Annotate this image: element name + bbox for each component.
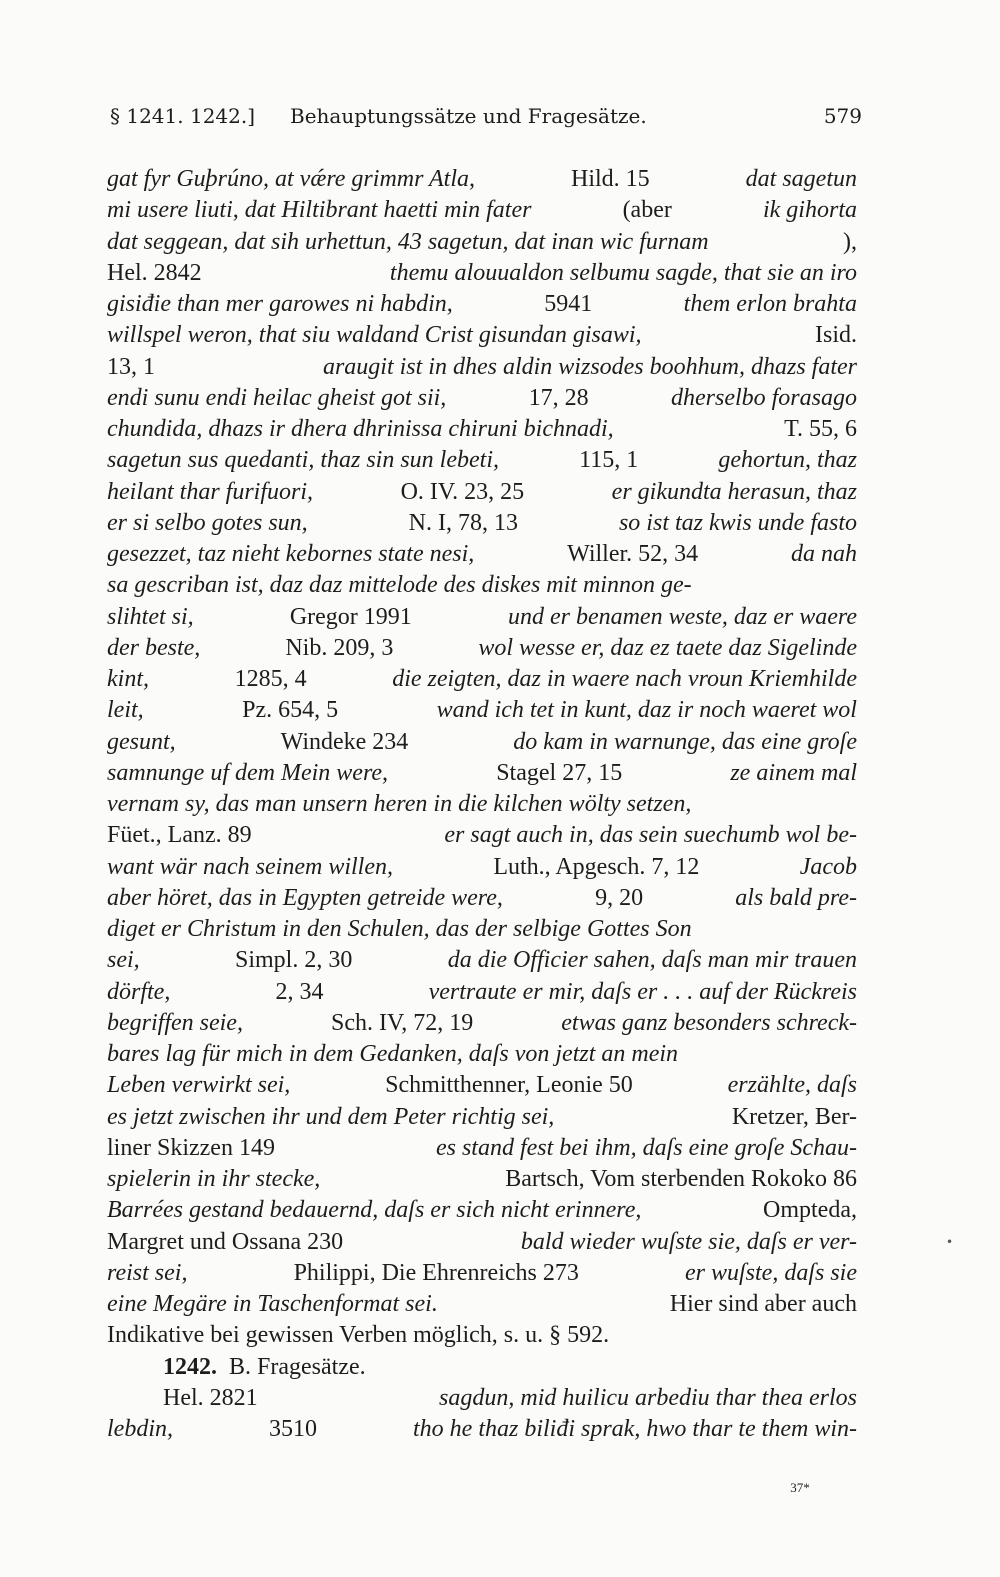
- text-segment: Barrées gestand bedauernd, daſs er sich nicht erinnere,: [107, 1197, 642, 1224]
- text-segment: ze ainem mal: [730, 759, 857, 786]
- text-segment: Hel. 2842: [107, 259, 202, 286]
- text-line: [107, 289, 857, 320]
- text-line: [107, 320, 857, 351]
- text-line: [107, 1258, 857, 1289]
- text-segment: vertraute er mir, daſs er . . . auf der Rückreis: [428, 978, 857, 1005]
- text-segment: Willer. 52, 34: [567, 541, 699, 567]
- text-line: [107, 977, 857, 1008]
- text-line: [107, 539, 857, 570]
- text-line: [107, 602, 857, 633]
- page-number: 579: [823, 104, 862, 128]
- text-segment: chundida, dhazs ir dhera dhrinissa chiruni bichnadi,: [107, 416, 614, 442]
- text-segment: themu alouualdon selbumu sagde, that sie an iro: [389, 259, 857, 286]
- text-segment: Sch. IV, 72, 19: [331, 1009, 474, 1036]
- margin-mark: •: [946, 1235, 954, 1249]
- text-segment: Stagel 27, 15: [496, 759, 623, 786]
- text-line: [107, 1008, 857, 1039]
- text-segment: 1285, 4: [234, 666, 307, 692]
- text-line: [107, 258, 857, 289]
- text-segment: tho he thaz biliđi sprak, hwo thar te them win-: [413, 1416, 857, 1442]
- text-segment: er sagt auch in, das sein suechumb wol be-: [444, 822, 857, 849]
- text-segment: leit,: [107, 697, 144, 724]
- text-segment: Luth., Apgesch. 7, 12: [493, 853, 700, 880]
- text-segment: araugit ist in dhes aldin wizsodes boohhum, dhazs fater: [322, 353, 857, 380]
- text-segment: die zeigten, daz in waere nach vroun Kriemhilde: [392, 666, 857, 692]
- text-segment: 5941: [544, 291, 593, 317]
- text-segment: liner Skizzen 149: [107, 1134, 275, 1161]
- text-segment: etwas ganz besonders schreck-: [561, 1009, 857, 1036]
- text-segment: Indikative bei gewissen Verben möglich, s. u. § 592.: [107, 1322, 610, 1349]
- text-segment: er si selbo gotes sun,: [107, 509, 308, 536]
- text-segment: Hier sind aber auch: [669, 1291, 857, 1317]
- text-line: [107, 195, 857, 226]
- text-line: [107, 227, 857, 258]
- text-segment: T. 55, 6: [784, 416, 857, 442]
- text-segment: Hild. 15: [571, 166, 650, 192]
- text-segment: wand ich tet in kunt, daz ir noch waeret wol: [436, 697, 857, 724]
- text-segment: want wär nach seinem willen,: [107, 853, 393, 880]
- text-segment: Pz. 654, 5: [242, 697, 339, 724]
- text-segment: mi usere liuti, dat Hiltibrant haetti min fater: [107, 197, 532, 224]
- text-line: [107, 633, 857, 664]
- text-segment: (aber: [622, 197, 672, 224]
- text-line: [107, 414, 857, 445]
- text-line: [107, 664, 857, 695]
- text-line: [107, 508, 857, 539]
- text-line: [107, 1039, 857, 1070]
- text-segment: gesunt,: [107, 728, 176, 755]
- text-segment: Nib. 209, 3: [285, 634, 394, 661]
- text-line: [107, 1289, 857, 1320]
- text-segment: Hel. 2821: [163, 1384, 258, 1411]
- text-line: [107, 477, 857, 508]
- text-line: [107, 1133, 857, 1164]
- text-line: [107, 1102, 857, 1133]
- text-segment: 2, 34: [275, 978, 324, 1005]
- text-segment: dat sagetun: [745, 166, 857, 192]
- text-line: [107, 352, 857, 383]
- text-segment: vernam sy, das man unsern heren in die kilchen wölty setzen,: [107, 791, 692, 817]
- text-segment: heilant thar furifuori,: [107, 478, 314, 505]
- text-segment: dherselbo forasago: [670, 384, 857, 411]
- text-line: [107, 570, 857, 601]
- text-segment: wol wesse er, daz ez taete daz Sigelinde: [478, 634, 857, 661]
- text-segment: gisiđie than mer garowes ni habdin,: [107, 291, 453, 317]
- text-segment: Isid.: [815, 322, 857, 349]
- text-segment: sa gescriban ist, daz daz mittelode des diskes mit minnon ge-: [107, 572, 692, 599]
- text-segment: slihtet si,: [107, 603, 194, 630]
- text-segment: samnunge uf dem Mein were,: [107, 759, 389, 786]
- text-segment: diget er Christum in den Schulen, das der selbige Gottes Son: [107, 916, 692, 942]
- text-segment: es stand fest bei ihm, daſs eine groſe Schau-: [435, 1134, 857, 1161]
- text-segment: gat fyr Guþrúno, at vǽre grimmr Atla,: [107, 166, 476, 192]
- text-segment: Philippi, Die Ehrenreichs 273: [293, 1259, 579, 1286]
- text-segment: Simpl. 2, 30: [235, 947, 353, 974]
- text-line: [107, 883, 857, 914]
- text-segment: reist sei,: [107, 1259, 188, 1286]
- text-segment: Windeke 234: [280, 728, 409, 755]
- signature-mark: 37*: [790, 1480, 810, 1495]
- text-segment: 115, 1: [579, 447, 639, 474]
- text-segment: Schmitthenner, Leonie 50: [385, 1072, 633, 1099]
- text-segment: da die Officier sahen, daſs man mir trauen: [447, 947, 857, 974]
- text-line: [107, 1320, 857, 1351]
- text-line: [107, 383, 857, 414]
- text-segment: sei,: [107, 947, 140, 974]
- text-segment: N. I, 78, 13: [408, 509, 518, 536]
- text-segment: Leben verwirkt sei,: [107, 1072, 291, 1099]
- text-segment: spielerin in ihr stecke,: [107, 1166, 321, 1192]
- text-line: [107, 852, 857, 883]
- text-segment: B. Fragesätze.: [229, 1353, 366, 1380]
- text-segment: ),: [843, 228, 857, 255]
- body-text: [107, 164, 857, 1445]
- text-line: [107, 164, 857, 195]
- text-segment: bares lag für mich in dem Gedanken, daſs von jetzt an mein: [107, 1041, 679, 1067]
- text-segment: bald wieder wuſste sie, daſs er ver-: [520, 1228, 857, 1255]
- text-segment: er gikundta herasun, thaz: [611, 478, 857, 505]
- text-segment: begriffen seie,: [107, 1009, 243, 1036]
- text-segment: er wuſste, daſs sie: [685, 1259, 857, 1286]
- text-segment: endi sunu endi heilac gheist got sii,: [107, 384, 447, 411]
- text-segment: und er benamen weste, daz er waere: [507, 603, 857, 630]
- section-reference: § 1241. 1242.]: [110, 104, 256, 128]
- section-number: 1242.: [163, 1353, 217, 1380]
- text-line: [107, 727, 857, 758]
- text-segment: da nah: [791, 541, 857, 567]
- text-line: [107, 945, 857, 976]
- text-line: [107, 1383, 857, 1414]
- text-segment: so ist taz kwis unde fasto: [618, 509, 857, 536]
- text-segment: als bald pre-: [735, 884, 857, 911]
- text-line: [107, 1227, 857, 1258]
- text-line: [107, 820, 857, 851]
- text-segment: gehortun, thaz: [718, 447, 857, 474]
- text-segment: dat seggean, dat sih urhettun, 43 sagetun, dat inan wic furnam: [107, 228, 709, 255]
- running-header: [110, 104, 862, 136]
- text-segment: dörfte,: [107, 978, 171, 1005]
- text-segment: them erlon brahta: [683, 291, 857, 317]
- text-line: [107, 445, 857, 476]
- text-segment: Ompteda,: [763, 1197, 857, 1224]
- text-line: [107, 789, 857, 820]
- text-segment: ik gihorta: [762, 197, 857, 224]
- text-segment: kint,: [107, 666, 149, 692]
- text-segment: eine Megäre in Taschenformat sei.: [107, 1291, 438, 1317]
- text-segment: Margret und Ossana 230: [107, 1228, 344, 1255]
- text-segment: es jetzt zwischen ihr und dem Peter richtig sei,: [107, 1103, 555, 1130]
- text-segment: 13, 1: [107, 353, 155, 380]
- text-segment: Jacob: [799, 853, 857, 880]
- text-segment: 17, 28: [528, 384, 589, 411]
- text-segment: aber höret, das in Egypten getreide were,: [107, 884, 503, 911]
- text-segment: sagdun, mid huilicu arbediu thar thea erlos: [439, 1384, 857, 1411]
- text-segment: Gregor 1991: [289, 603, 412, 630]
- text-segment: 9, 20: [595, 884, 644, 911]
- text-line: [107, 914, 857, 945]
- text-line: [107, 1352, 857, 1383]
- text-segment: 3510: [269, 1416, 317, 1442]
- text-line: [107, 1070, 857, 1101]
- text-segment: erzählte, daſs: [727, 1072, 857, 1099]
- text-segment: lebdin,: [107, 1416, 173, 1442]
- text-segment: Bartsch, Vom sterbenden Rokoko 86: [505, 1166, 857, 1192]
- running-title: Behauptungssätze und Fragesätze.: [290, 104, 647, 128]
- text-line: [107, 695, 857, 726]
- text-segment: gesezzet, taz nieht kebornes state nesi,: [107, 541, 475, 567]
- text-segment: der beste,: [107, 634, 201, 661]
- text-line: [107, 1195, 857, 1226]
- text-segment: sagetun sus quedanti, thaz sin sun lebeti,: [107, 447, 499, 474]
- text-line: [107, 1414, 857, 1445]
- text-segment: do kam in warnunge, das eine groſe: [513, 728, 857, 755]
- text-line: [107, 1164, 857, 1195]
- text-line: [107, 758, 857, 789]
- text-segment: Füet., Lanz. 89: [107, 822, 252, 849]
- text-segment: willspel weron, that siu waldand Crist gisundan gisawi,: [107, 322, 642, 349]
- text-segment: Kretzer, Ber-: [731, 1103, 857, 1130]
- text-segment: O. IV. 23, 25: [400, 478, 525, 505]
